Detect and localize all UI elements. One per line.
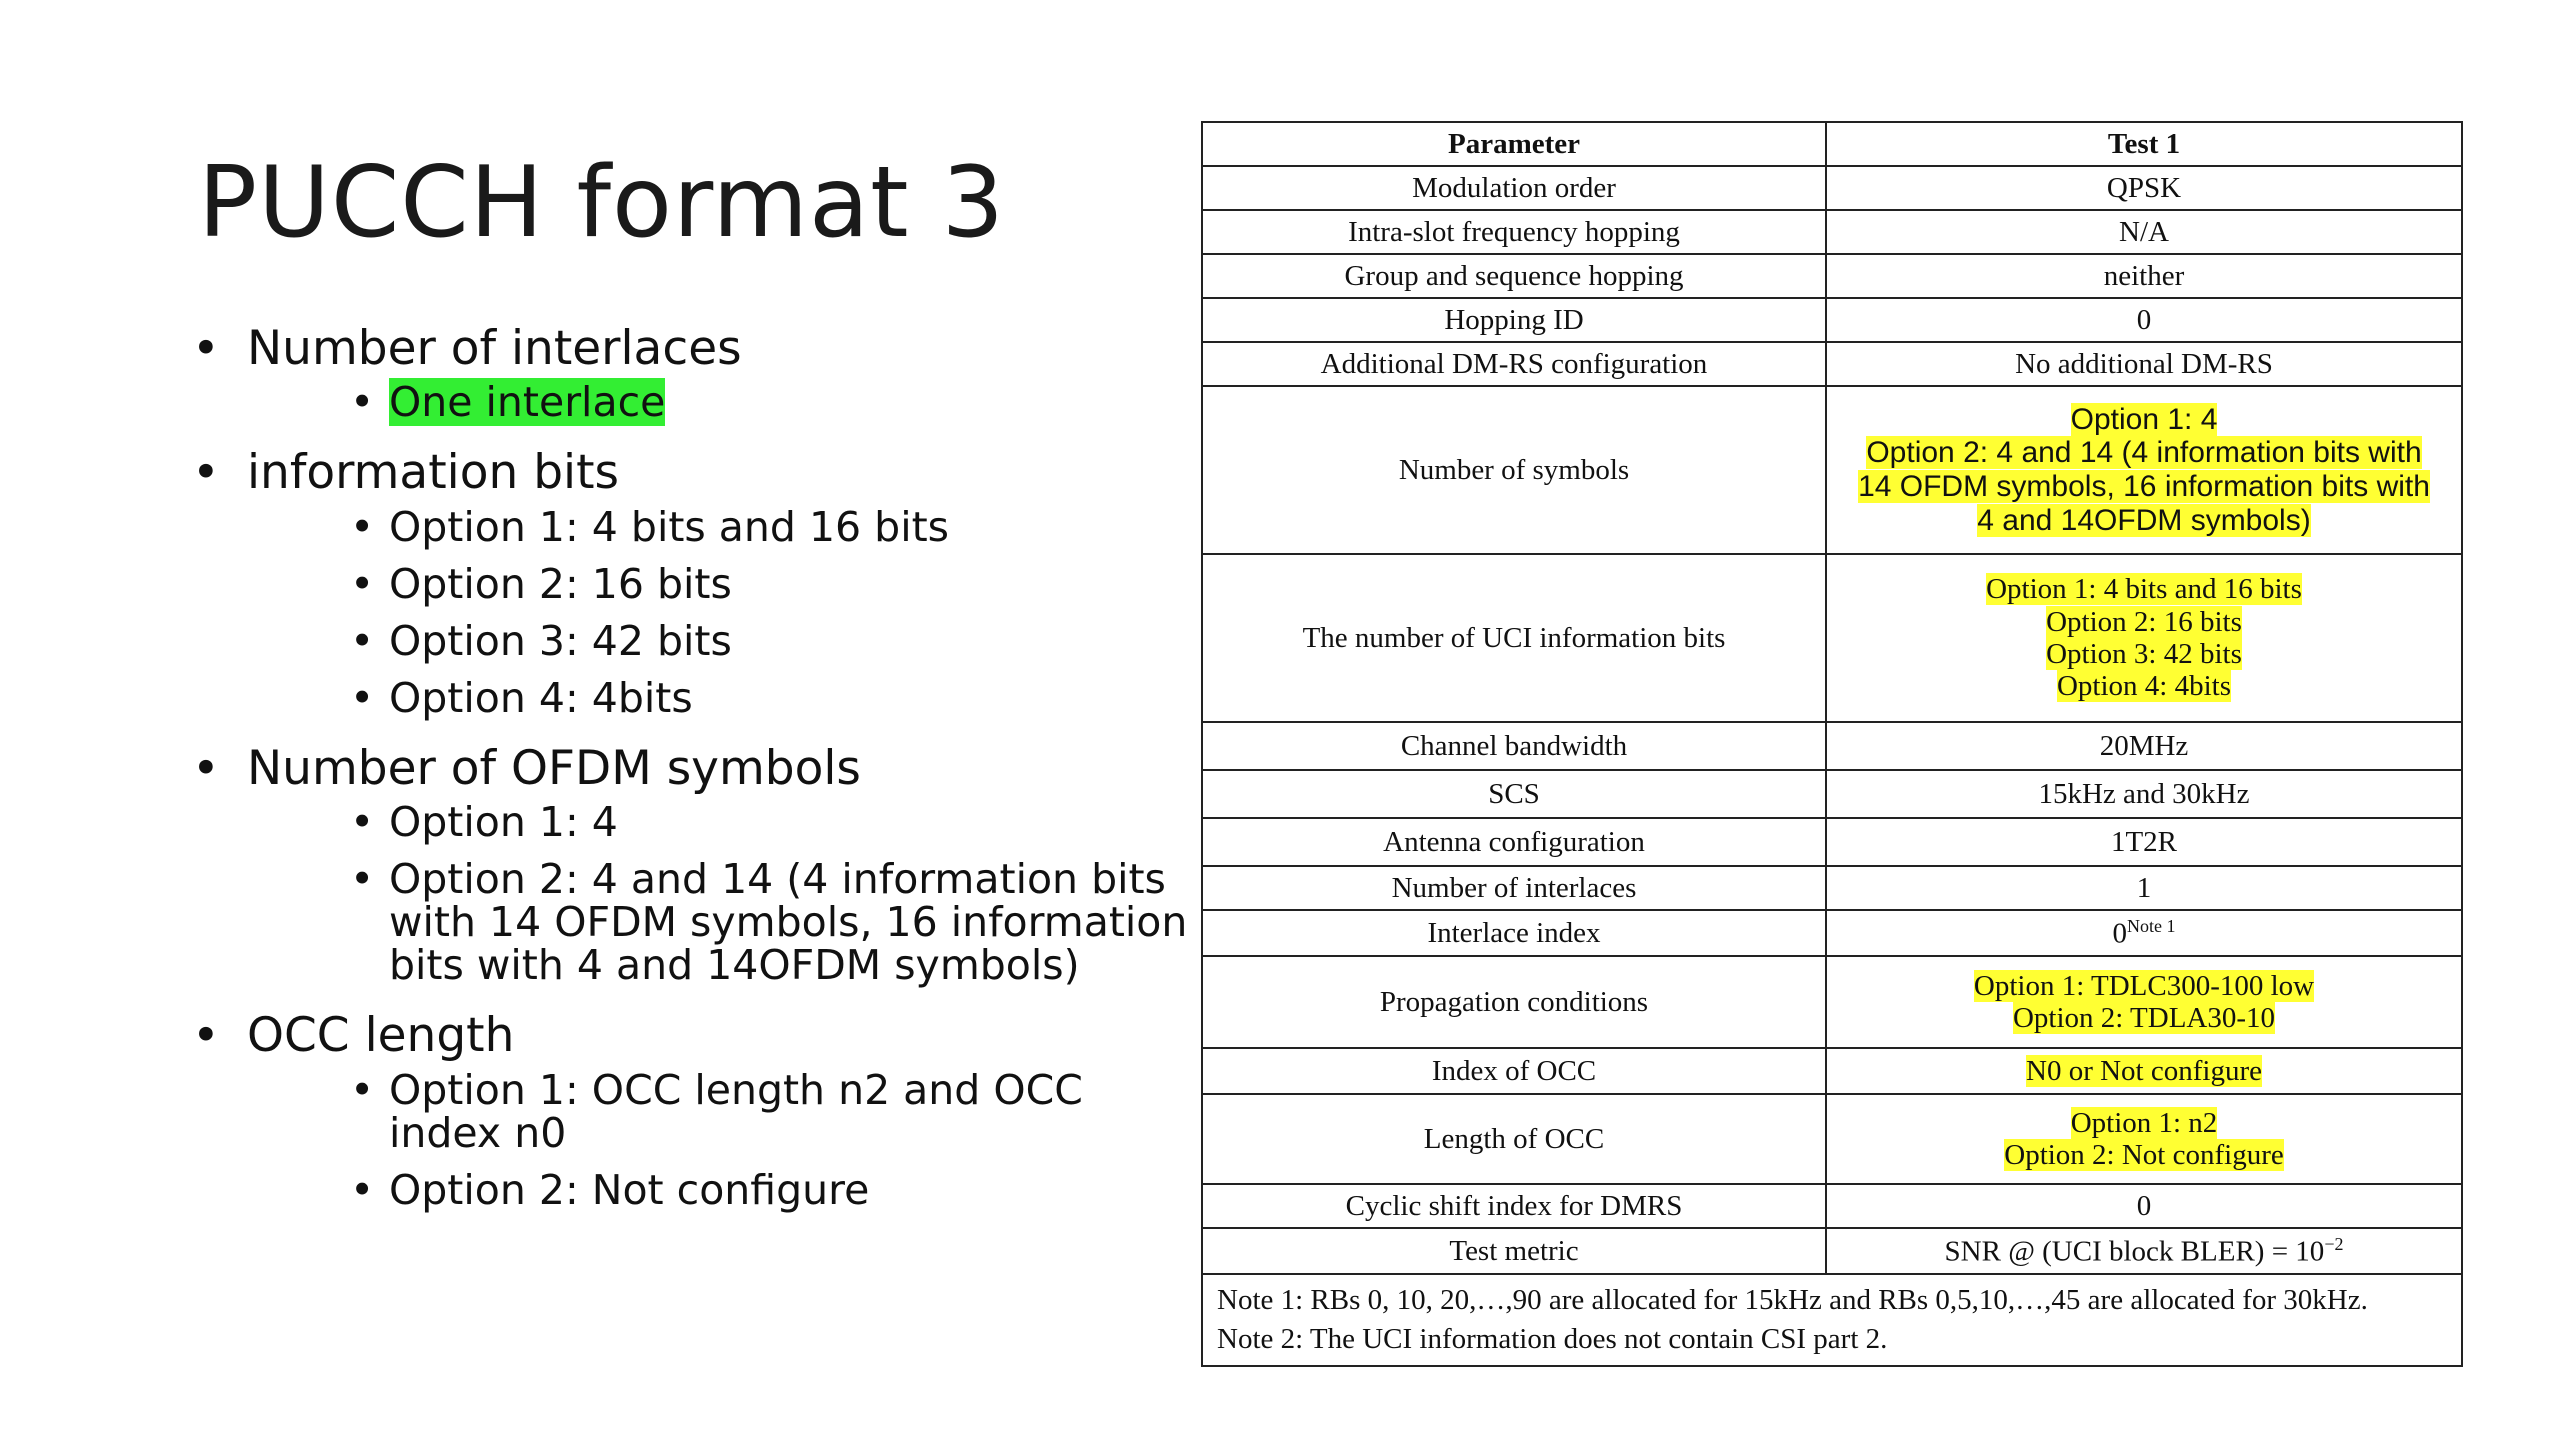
value-cell: 0 — [1826, 1184, 2462, 1228]
highlighted-text: 4 and 14OFDM symbols) — [1977, 503, 2311, 537]
param-cell: Index of OCC — [1202, 1048, 1826, 1094]
param-cell: The number of UCI information bits — [1202, 554, 1826, 722]
param-cell: Antenna configuration — [1202, 818, 1826, 866]
highlighted-text: Option 2: 16 bits — [2046, 605, 2242, 638]
sub-bullet-list — [247, 378, 1192, 427]
table-row — [1202, 818, 2462, 866]
sub-bullet-item: • Option 1: 4 bits and 16 bits — [247, 506, 1192, 549]
param-cell: Channel bandwidth — [1202, 722, 1826, 770]
highlighted-text: Option 2: Not configure — [2004, 1139, 2284, 1171]
sub-bullet-item: • Option 1: 4 — [247, 801, 1192, 844]
highlighted-text: Option 2: 4 and 14 (4 information bits with — [1866, 436, 2422, 470]
table-row — [1202, 386, 2462, 554]
bullet-text: information bits — [247, 445, 620, 501]
highlighted-text: Option 1: 4 bits and 16 bits — [1986, 573, 2302, 606]
bullet-item — [192, 740, 1192, 988]
sub-bullet-list — [247, 502, 1192, 722]
table-row — [1202, 342, 2462, 386]
highlighted-text: Option 1: TDLC300-100 low — [1973, 969, 2315, 1002]
note-1: Note 1: RBs 0, 10, 20,…,90 are allocated for 15kHz and RBs 0,5,10,…,45 are allocated for 30kHz. — [1217, 1284, 2368, 1316]
value-cell — [1826, 554, 2462, 722]
highlighted-text: Option 1: n2 — [2070, 1106, 2218, 1139]
bullet-item — [192, 320, 1192, 427]
value-cell — [1826, 386, 2462, 554]
sub-bullet-item — [247, 378, 1192, 427]
highlighted-text: Option 1: 4 — [2070, 402, 2218, 436]
highlighted-text: Option 3: 42 bits — [2046, 638, 2242, 670]
highlighted-text: 14 OFDM symbols, 16 information bits with — [1858, 470, 2430, 503]
table-row — [1202, 1094, 2462, 1184]
table-row — [1202, 554, 2462, 722]
value-cell: 0 — [1826, 298, 2462, 342]
parameter-table — [1201, 121, 2463, 1367]
param-cell: Additional DM-RS configuration — [1202, 342, 1826, 386]
param-cell: Intra-slot frequency hopping — [1202, 210, 1826, 254]
note-2: Note 2: The UCI information does not contain CSI part 2. — [1217, 1323, 1888, 1356]
table-row — [1202, 254, 2462, 298]
value-cell — [1826, 1228, 2462, 1274]
param-cell: Modulation order — [1202, 166, 1826, 210]
table-row — [1202, 1184, 2462, 1228]
param-cell: Number of symbols — [1202, 386, 1826, 554]
sub-bullet-list — [247, 798, 1192, 990]
notes-cell — [1202, 1274, 2462, 1366]
value-cell: neither — [1826, 254, 2462, 298]
value-cell: N/A — [1826, 210, 2462, 254]
bullet-text: Number of OFDM symbols — [247, 740, 861, 796]
sub-bullet-item: • Option 1: OCC length n2 and OCC index n0 — [247, 1069, 1192, 1155]
table-row — [1202, 210, 2462, 254]
table-row — [1202, 866, 2462, 910]
bullet-list — [192, 320, 1192, 1232]
column-header-test: Test 1 — [1826, 122, 2462, 166]
param-cell: Hopping ID — [1202, 298, 1826, 342]
table-header-row — [1202, 122, 2462, 166]
value-cell — [1826, 1048, 2462, 1094]
sub-bullet-item: • Option 3: 42 bits — [247, 620, 1192, 663]
value-cell — [1826, 910, 2462, 956]
sub-bullet-item: • Option 2: 16 bits — [247, 563, 1192, 606]
notes-row — [1202, 1274, 2462, 1366]
param-cell: Test metric — [1202, 1228, 1826, 1274]
bullet-text: Number of interlaces — [247, 321, 742, 376]
sub-bullet-list — [247, 1065, 1192, 1214]
param-cell: Number of interlaces — [1202, 866, 1826, 910]
table-row — [1202, 770, 2462, 818]
value-cell: No additional DM-RS — [1826, 342, 2462, 386]
sub-bullet-item: • Option 2: Not configure — [247, 1169, 1192, 1212]
highlighted-text: N0 or Not configure — [2026, 1054, 2262, 1087]
bullet-item — [192, 1007, 1192, 1214]
param-cell: Propagation conditions — [1202, 956, 1826, 1048]
table-row — [1202, 166, 2462, 210]
value-cell — [1826, 1094, 2462, 1184]
value-cell: 15kHz and 30kHz — [1826, 770, 2462, 818]
value-cell — [1826, 956, 2462, 1048]
value-cell: QPSK — [1826, 166, 2462, 210]
table-row — [1202, 722, 2462, 770]
column-header-parameter: Parameter — [1202, 122, 1826, 166]
value-text: SNR @ (UCI block BLER) = 10 — [1944, 1235, 2325, 1268]
table-row — [1202, 956, 2462, 1048]
sub-bullet-item: • Option 2: 4 and 14 (4 information bits with 14 OFDM symbols, 16 information bits with 4 and 14OFDM symbols) — [247, 858, 1192, 987]
highlighted-text: Option 4: 4bits — [2056, 670, 2231, 703]
param-cell: Interlace index — [1202, 910, 1826, 956]
highlighted-text: Option 2: TDLA30-10 — [2012, 1002, 2276, 1034]
value-cell: 1T2R — [1826, 818, 2462, 866]
exponent-superscript: −2 — [2324, 1233, 2344, 1254]
table-row — [1202, 910, 2462, 956]
highlighted-text: One interlace — [389, 378, 666, 427]
param-cell: Cyclic shift index for DMRS — [1202, 1184, 1826, 1228]
table-row — [1202, 1048, 2462, 1094]
bullet-item — [192, 444, 1192, 720]
bullet-text: OCC length — [247, 1008, 515, 1064]
value-text: 0 — [2112, 917, 2127, 950]
param-cell: SCS — [1202, 770, 1826, 818]
value-cell: 20MHz — [1826, 722, 2462, 770]
slide-title: PUCCH format 3 — [198, 146, 1005, 260]
table-row — [1202, 1228, 2462, 1274]
note-superscript: Note 1 — [2127, 915, 2176, 936]
value-cell: 1 — [1826, 866, 2462, 910]
param-cell: Group and sequence hopping — [1202, 254, 1826, 298]
table-row — [1202, 298, 2462, 342]
sub-bullet-item: • Option 4: 4bits — [247, 677, 1192, 720]
param-cell: Length of OCC — [1202, 1094, 1826, 1184]
